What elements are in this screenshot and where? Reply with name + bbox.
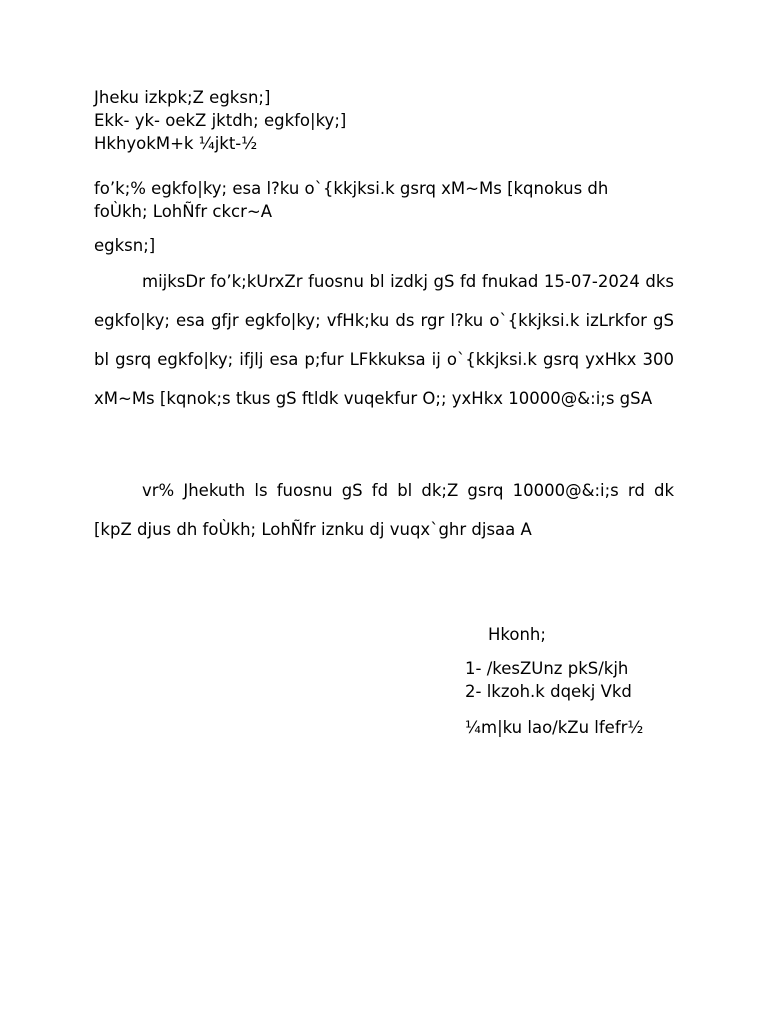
recipient-city: HkhyokM+k ¼jkt-½	[94, 134, 258, 153]
subject-line-1: fo’k;% egkfo|ky; esa l?ku o`{kkjksi.k gsrq xM~Ms [kqnokus dh	[94, 179, 609, 198]
body-paragraph-2: vr% Jhekuth ls fuosnu gS fd bl dk;Z gsrq 10000@&:i;s rd dk [kpZ djus dh foÙkh; LohÑfr iznku dj vuqx`ghr djsaa A	[94, 481, 674, 539]
committee-name: ¼m|ku lao/kZu lfefr½	[465, 718, 644, 737]
signatory-1: 1- /kesZUnz pkS/kjh	[465, 659, 629, 678]
recipient-title: Jheku izkpk;Z egksn;]	[94, 88, 271, 107]
body-paragraph-1: mijksDr fo’k;kUrxZr fuosnu bl izdkj gS fd fnukad 15-07-2024 dks egkfo|ky; esa gfjr egkfo|ky; vfHk;ku ds rgr l?ku o`{kkjksi.k izLrkfor gS bl gsrq egkfo|ky; ifjlj esa p;fur LFkkuksa ij o`{kkjksi.k gsrq yxHkx 300 xM~Ms [kqnok;s tkus gS ftldk vuqekfur O;; yxHkx 10000@&:i;s gSA	[94, 272, 674, 408]
signatory-2: 2- lkzoh.k dqekj Vkd	[465, 682, 632, 701]
recipient-college: Ekk- yk- oekZ jktdh; egkfo|ky;]	[94, 111, 347, 130]
subject-line-2: foÙkh; LohÑfr ckcr~A	[94, 202, 273, 221]
closing-text: Hkonh;	[488, 625, 546, 644]
salutation: egksn;]	[94, 236, 156, 255]
